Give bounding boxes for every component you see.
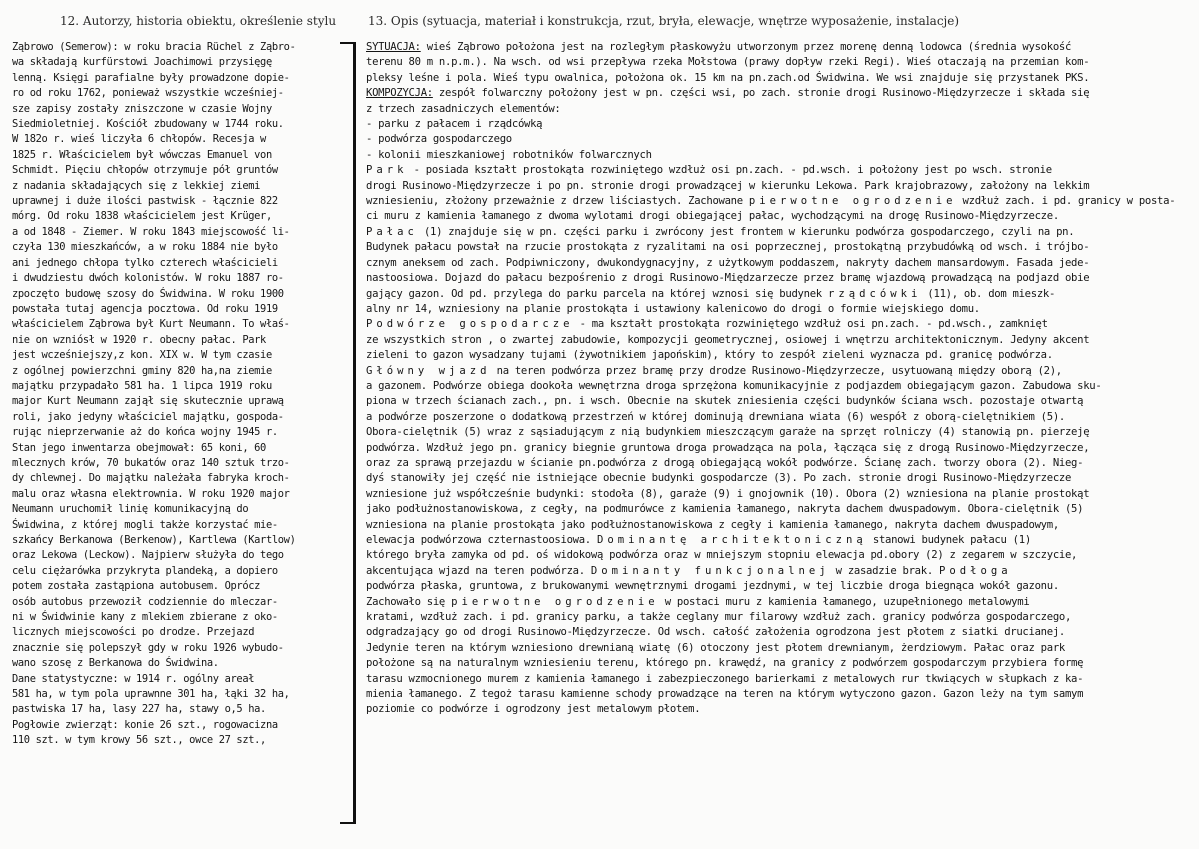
description-text-line: pleksy leśne i pola. Wieś typu owalnica, położona ok. 15 km na pn.zach.od Świdwina. We wsi znajduje się przystanek PKS. (366, 71, 1090, 84)
description-text-line: a gazonem. Podwórze obiega dookoła wewnętrzna droga sprzężona komunikacyjnie z podjazdem obiegającym gazon. Zabudowa sku- (366, 379, 1102, 392)
history-text-line: potem została zastąpiona autobusem. Oprócz (12, 580, 261, 593)
description-text-line: - parku z pałacem i rządcówką (366, 118, 543, 131)
history-text-line: nie on wzniósł w 1920 r. obecny pałac. Park (12, 333, 266, 346)
description-column (366, 40, 1192, 718)
description-text-line: mienia łamanego. Z tegoż tarasu kamienne schody prowadzące na teren na którym wytyczono gazon. Gazon leży na tym samym (366, 688, 1084, 701)
description-text-line: wzniesiona na planie prostokąta jako podłużnostanowiskowa z cegły i kamienia łamanego, nakryta dachem dwuspadowym, (366, 518, 1059, 531)
history-text-line: mlecznych krów, 70 bukatów oraz 140 sztuk trzo- (12, 456, 290, 469)
history-text-line: ni w Świdwinie kany z mlekiem zbierane z oko- (12, 611, 278, 624)
history-text-line: jest wcześniejszy,z kon. XIX w. W tym czasie (12, 349, 272, 362)
history-text-line: licznych miejscowości po drodze. Przejazd (12, 626, 255, 639)
history-text-line: 1825 r. Właścicielem był wówczas Emanuel von (12, 148, 272, 161)
description-text-line: drogi Rusinowo-Międzyrzecze i po pn. stronie drogi prowadzącej w kierunku Lekowa. Park krajobrazowy, założony na lekkim (366, 179, 1090, 192)
description-text-line: Jedynie teren na którym wzniesiono drewnianą wiatę (6) otoczony jest płotem drewnianym, żerdziowym. Pałac oraz park (366, 641, 1065, 654)
description-text-line: odgradzający go od drogi Rusinowo-Międzyrzecze. Od wsch. całość założenia ogrodzona jest płotem z siatki drucianej. (366, 626, 1065, 639)
history-text-line: a od 1848 - Ziemer. W roku 1843 miejscowość li- (12, 225, 290, 238)
history-text-line: Ząbrowo (Semerow): w roku bracia Rüchel z Ząbro- (12, 41, 296, 53)
history-text-line: lenną. Księgi parafialne były prowadzone dopie- (12, 71, 290, 84)
description-text-line: położone są na naturalnym wzniesieniu terenu, którego pn. krawędź, na granicy z podwórzem gospodarczym przybiera formę (366, 657, 1084, 670)
description-text-line: oraz za sprawą przejazdu w ścianie pn.podwórza z drogą obiegającą wokół podwórze. Ścianę zach. tworzy obora (2). Nieg- (366, 456, 1084, 469)
description-text-line: akcentująca wjazd na teren podwórza. Dominanty funkcjonalnej w zasadzie brak. Podłoga (366, 564, 1012, 577)
description-text-line: gający gazon. Od pd. przylega do parku parcela na której wznosi się budynek rządcówki (11), ob. dom mieszk- (366, 287, 1056, 300)
history-text-line: z nadania składających się z lekkiej ziemi (12, 179, 261, 192)
history-text-line: ani jednego chłopa tylko czterech właścicieli (12, 256, 278, 269)
description-text-line: zieleni to gazon wysadzany tujami (żywotnikiem japońskim), który to zespół zieleni wyznacza pd. granicę podwórza. (366, 349, 1053, 362)
history-text-line: zpoczęto budowę szosy do Świdwina. W roku 1900 (12, 287, 284, 300)
history-text-line: mórg. Od roku 1838 właścicielem jest Krüger, (12, 210, 272, 223)
description-text-line: KOMPOZYCJA: zespół folwarczny położony jest w pn. części wsi, po zach. stronie drogi Rusinowo-Międzyrzecze i składa się (366, 87, 1090, 100)
description-text-line: Budynek pałacu powstał na rzucie prostokąta z ryzalitami na osi poprzecznej, prostokątną przybudówką od wsch. i trójbo- (366, 241, 1090, 254)
description-text-line: SYTUACJA: wieś Ząbrowo położona jest na rozległym płaskowyżu utworzonym przez morenę denną lodowca (średnia wysokość (366, 41, 1072, 53)
history-text-line: wa składają kurfürstowi Joachimowi przysięgę (12, 56, 272, 69)
description-text-line: Pałac (1) znajduje się w pn. części parku i zwrócony jest frontem w kierunku podwórza gospodarczego, czyli na pn. (366, 225, 1075, 238)
history-text-line: wano szosę z Berkanowa do Świdwina. (12, 657, 219, 670)
history-text-line: Schmidt. Pięciu chłopów otrzymuje pół gruntów (12, 164, 278, 177)
description-text-line: podwórza płaska, gruntowa, z brukowanymi wewnętrznymi drogami jezdnymi, w tej liczbie droga biegnąca wokół gazonu. (366, 580, 1059, 593)
history-text-line: dy chlewnej. Do majątku należała fabryka kroch- (12, 472, 290, 485)
history-text-line: W 182o r. wieś liczyła 6 chłopów. Recesja w (12, 133, 266, 146)
description-text-line: ze wszystkich stron , o zwartej zabudowie, kompozycji geometrycznej, osiowej i wnętrzu architektonicznym. Jedyny akcent (366, 333, 1090, 346)
column-divider (353, 42, 356, 824)
history-text-line: powstała tutaj agencja pocztowa. Od roku 1919 (12, 302, 278, 315)
description-text-line: Podwórze gospodarcze - ma kształt prostokąta rozwiniętego wzdłuż osi pn.zach. - pd.wsch., zamknięt (366, 318, 1048, 331)
history-text-line: właścicielem Ząbrowa był Kurt Neumann. To właś- (12, 318, 290, 331)
description-text-line: którego bryła zamyka od pd. oś widokową podwórza oraz w mniejszym stopniu elewacja pd.obory (2) z zegarem w szczycie, (366, 549, 1078, 562)
history-text-line: sze zapisy zostały zniszczone w czasie Wojny (12, 102, 272, 115)
description-text-line: terenu 80 m n.p.m.). Na wsch. od wsi przepływa rzeka Mołstowa (prawy dopływ rzeki Regi). Wieś otaczają na przemian kom- (366, 56, 1090, 69)
history-text-line: roli, jako jedyny właściciel majątku, gospoda- (12, 410, 284, 423)
section-12-heading: 12. Autorzy, historia obiektu, określenie stylu (60, 14, 337, 28)
history-text-line: majątku przypadało 581 ha. 1 lipca 1919 roku (12, 379, 272, 392)
description-text-line: wzniesieniu, złożony przeważnie z drzew liściastych. Zachowane pierwotne ogrodzenie wzdłuż zach. i pd. granicy w posta- (366, 195, 1176, 208)
history-text-line: Pogłowie zwierząt: konie 26 szt., rogowacizna (12, 718, 278, 731)
description-text-line: ci muru z kamienia łamanego z dwoma wylotami drogi obiegającej pałac, wychodzącymi na drogę Rusinowo-Międzyrzecze. (366, 210, 1059, 223)
description-text-line: Park - posiada kształt prostokąta rozwiniętego wzdłuż osi pn.zach. - pd.wsch. i położony jest po wsch. stronie (366, 164, 1052, 177)
history-text-line: szkańcy Berkanowa (Berkenow), Kartlewa (Kartlow) (12, 534, 296, 546)
description-text-line: alny nr 14, wzniesiony na planie prostokąta i ustawiony kalenicowo do drogi o formie wiejskiego domu. (366, 302, 980, 315)
section-13-heading: 13. Opis (sytuacja, materiał i konstrukcja, rzut, bryła, elewacje, wnętrze wyposażenie, instalacje) (368, 14, 960, 28)
description-text-line: podwórza. Wzdłuż jego pn. granicy biegnie gruntowa droga prowadząca na pola, łącząca się z drogą Rusinowo-Międzyrzecze, (366, 441, 1090, 454)
description-text-line: elewacja podwórzowa czternastoosiowa. Dominantę architektoniczną stanowi budynek pałacu (1) (366, 534, 1031, 546)
history-text-line: oraz Lekowa (Leckow). Najpierw służyła do tego (12, 549, 284, 562)
description-text-line: cznym aneksem od zach. Podpiwniczony, dwukondygnacyjny, z użytkowym poddaszem, nakryty dachem mansardowym. Fasada jede- (366, 256, 1090, 269)
history-text-line: 581 ha, w tym pola uprawnne 301 ha, łąki 32 ha, (12, 688, 290, 701)
description-text-line: Zachowało się pierwotne ogrodzenie w postaci muru z kamienia łamanego, uzupełnionego metalowymi (366, 595, 1030, 608)
description-text-line: Obora-cielętnik (5) wraz z sąsiadującym z nią budynkiem mieszczącym garaże na sprzęt rolniczy (4) stanowią pn. pierzeję (366, 426, 1090, 439)
description-text-line: z trzech zasadniczych elementów: (366, 102, 561, 115)
description-text-line: piona w trzech ścianach zach., pn. i wsch. Obecnie na skutek zniesienia części budynków ściana wsch. pozostaje otwartą (366, 395, 1084, 408)
description-text-line: jako podłużnostanowiskowa, z cegły, na podmurówce z kamienia łamanego, nakryta dachem dwuspadowym. Obora-cielętnik (5) (366, 503, 1084, 516)
history-text-line: i dwudziestu dwóch kolonistów. W roku 1887 ro- (12, 272, 284, 285)
description-text-line: wzniesione już współcześnie budynki: stodoła (8), garaże (9) i gnojownik (10). Obora (2) wzniesiona na planie prostokąt (366, 487, 1090, 500)
history-text-line: major Kurt Neumann zajął się skutecznie uprawą (12, 395, 284, 408)
history-text-line: Dane statystyczne: w 1914 r. ogólny areał (12, 672, 255, 685)
description-text-line: tarasu wzmocnionego murem z kamienia łamanego i zabezpieczonego barierkami z metalowych rur tkwiących w słupkach z ka- (366, 672, 1084, 685)
history-text-line: z ogólnej powierzchni gminy 820 ha,na ziemie (12, 364, 272, 377)
history-text-line: czyła 130 mieszkańców, a w roku 1884 nie było (12, 241, 278, 254)
divider-tick-bottom (340, 822, 354, 824)
description-text-line: Główny wjazd na teren podwórza przez bramę przy drodze Rusinowo-Międzyrzecze, usytuowaną między oborą (2), (366, 364, 1062, 377)
history-text-line: celu ciężarówka przykryta plandeką, a dopiero (12, 564, 278, 577)
history-text-line: Świdwina, z której mogli także korzystać mie- (12, 518, 278, 531)
history-text-line: pastwiska 17 ha, lasy 227 ha, stawy o,5 ha. (12, 703, 266, 716)
description-text-line: - podwórza gospodarczego (366, 133, 512, 146)
history-text-line: Stan jego inwentarza obejmował: 65 koni, 60 (12, 441, 266, 454)
history-text-line: rując nieprzerwanie aż do końca wojny 1945 r. (12, 426, 278, 439)
divider-tick-top (340, 42, 354, 44)
description-text-line: dyś stanowiły jej część nie istniejące obecnie budynki gospodarcze (3). Po zach. stronie drogi Rusinowo-Międzyrzecze (366, 472, 1072, 485)
history-column (12, 40, 347, 749)
history-text-line: Neumann uruchomił linię komunikacyjną do (12, 503, 249, 516)
description-text-line: - kolonii mieszkaniowej robotników folwarcznych (366, 148, 652, 161)
history-text-line: znacznie się polepszył gdy w roku 1926 wybudo- (12, 641, 284, 654)
history-text-line: malu oraz własna elektrownia. W roku 1920 major (12, 487, 290, 500)
description-text-line: kratami, wzdłuż zach. i pd. granicy parku, a także ceglany mur filarowy wzdłuż zach. granicy podwórza gospodarczego, (366, 611, 1072, 624)
history-text-line: 110 szt. w tym krowy 56 szt., owce 27 szt., (12, 734, 266, 747)
history-text-line: osób autobus przewoził codziennie do mleczar- (12, 595, 278, 608)
description-text-line: a podwórze poszerzone o dodatkową przestrzeń w której dominują drewniana wiata (6) wespół z oborą-cielętnikiem (5). (366, 410, 1065, 423)
description-text-line: poziomie co podwórze i ogrodzony jest metalowym płotem. (366, 703, 701, 716)
history-text-line: ro od roku 1762, ponieważ wszystkie wcześniej- (12, 87, 284, 100)
history-text-line: uprawnej i duże ilości pastwisk - łącznie 822 (12, 195, 278, 208)
description-text-line: nastoosiowa. Dojazd do pałacu bezpośrenio z drogi Rusinowo-Międzarzecze przez bramę wjazdową prowadzącą na podjazd obie (366, 272, 1090, 285)
history-text-line: Siedmioletniej. Kościół zbudowany w 1744 roku. (12, 118, 284, 131)
